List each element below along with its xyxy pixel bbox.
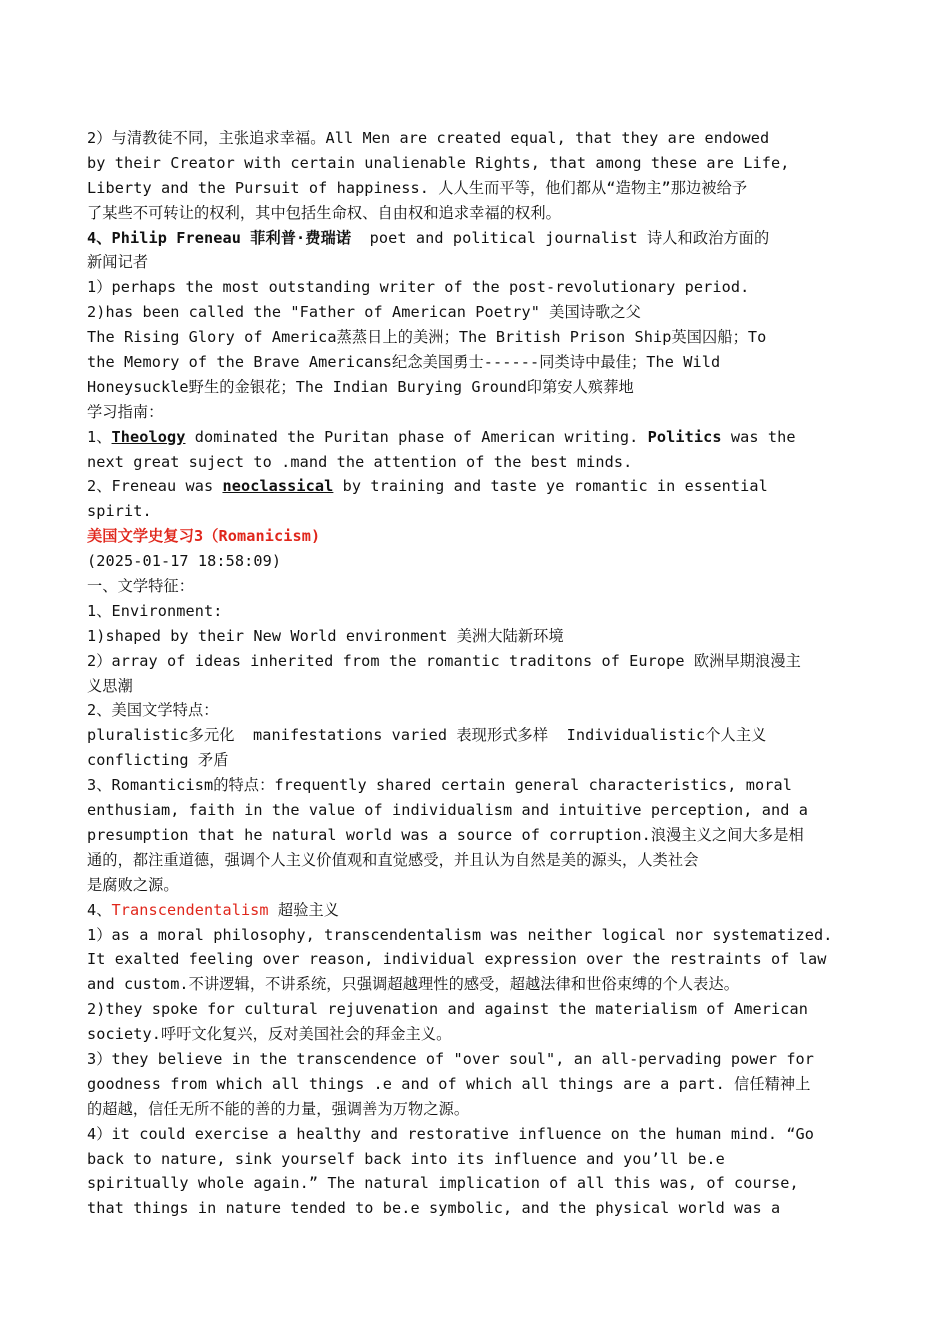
text-line bbox=[87, 574, 877, 599]
text-segment: (2025-01-17 18:58:09) bbox=[87, 552, 282, 571]
text-segment: 4、 bbox=[87, 900, 112, 919]
text-line bbox=[87, 624, 877, 649]
text-line bbox=[87, 1122, 877, 1147]
text-segment: 义思潮 bbox=[87, 676, 133, 695]
text-segment: 3）they believe in the transcendence of "over soul", an all-pervading power for bbox=[87, 1049, 815, 1068]
text-segment: 通的，都注重道德，强调个人主义价值观和直觉感受，并且认为自然是美的源头，人类社会 bbox=[87, 850, 699, 869]
text-line bbox=[87, 1171, 877, 1196]
text-segment: by training and taste ye romantic in essential bbox=[333, 477, 768, 496]
text-segment: was the bbox=[721, 427, 796, 446]
text-line bbox=[87, 1196, 877, 1221]
text-segment: 2)has been called the "Father of American Poetry" 美国诗歌之父 bbox=[87, 303, 641, 322]
text-segment: 2、美国文学特点： bbox=[87, 701, 219, 720]
text-line bbox=[87, 350, 877, 375]
text-line bbox=[87, 474, 877, 499]
text-line bbox=[87, 748, 877, 773]
text-line bbox=[87, 400, 877, 425]
text-line bbox=[87, 798, 877, 823]
text-line bbox=[87, 1022, 877, 1047]
text-line bbox=[87, 1147, 877, 1172]
text-segment: 1）as a moral philosophy, transcendentalism was neither logical nor systematized. bbox=[87, 925, 833, 944]
text-segment: 1、 bbox=[87, 427, 112, 446]
text-line bbox=[87, 1072, 877, 1097]
text-segment: Honeysuckle野生的金银花；The Indian Burying Ground印第安人殡葬地 bbox=[87, 377, 634, 396]
text-segment: and custom.不讲逻辑，不讲系统，只强调超越理性的感受，超越法律和世俗束缚的个人表达。 bbox=[87, 975, 740, 994]
text-segment: It exalted feeling over reason, individual expression over the restraints of law bbox=[87, 950, 827, 969]
text-line bbox=[87, 250, 877, 275]
text-line bbox=[87, 823, 877, 848]
text-segment: Liberty and the Pursuit of happiness. 人人生而平等，他们都从“造物主”那边被给予 bbox=[87, 178, 748, 197]
text-segment: that things in nature tended to be.e symbolic, and the physical world was a bbox=[87, 1199, 781, 1218]
text-line bbox=[87, 898, 877, 923]
text-segment: 是腐败之源。 bbox=[87, 875, 179, 894]
text-line bbox=[87, 674, 877, 699]
text-line bbox=[87, 1047, 877, 1072]
text-line bbox=[87, 649, 877, 674]
text-segment: conflicting 矛盾 bbox=[87, 751, 229, 770]
text-segment: goodness from which all things .e and of which all things are a part. 信任精神上 bbox=[87, 1074, 811, 1093]
text-line bbox=[87, 549, 877, 574]
text-line bbox=[87, 425, 877, 450]
text-segment: pluralistic多元化 manifestations varied 表现形式多样 Individualistic个人主义 bbox=[87, 726, 767, 745]
text-segment: 2）array of ideas inherited from the romantic traditons of Europe 欧洲早期浪漫主 bbox=[87, 651, 801, 670]
text-segment: neoclassical bbox=[222, 477, 334, 496]
text-segment: 美国文学史复习3（Romanicism) bbox=[87, 527, 321, 546]
text-line bbox=[87, 126, 877, 151]
text-line bbox=[87, 997, 877, 1022]
text-segment: Theology bbox=[111, 427, 186, 446]
text-line bbox=[87, 450, 877, 475]
text-line bbox=[87, 300, 877, 325]
text-line bbox=[87, 947, 877, 972]
text-line bbox=[87, 698, 877, 723]
text-segment: 的超越，信任无所不能的善的力量，强调善为万物之源。 bbox=[87, 1099, 470, 1118]
text-line bbox=[87, 201, 877, 226]
text-segment: society.呼吁文化复兴，反对美国社会的拜金主义。 bbox=[87, 1025, 452, 1044]
text-segment: 超验主义 bbox=[268, 900, 340, 919]
text-segment: 4、Philip Freneau 菲利普·费瑞诺 bbox=[87, 228, 352, 247]
document-body bbox=[87, 126, 877, 1221]
text-segment: next great suject to .mand the attention of the best minds. bbox=[87, 452, 633, 471]
text-segment: The Rising Glory of America蒸蒸日上的美洲；The British Prison Ship英国囚船；To bbox=[87, 328, 767, 347]
text-segment: by their Creator with certain unalienable Rights, that among these are Life, bbox=[87, 153, 790, 172]
text-segment: back to nature, sink yourself back into its influence and you’ll be.e bbox=[87, 1149, 725, 1168]
text-segment: poet and political journalist 诗人和政治方面的 bbox=[351, 228, 770, 247]
text-segment: 1)shaped by their New World environment 美洲大陆新环境 bbox=[87, 626, 564, 645]
text-line bbox=[87, 151, 877, 176]
text-line bbox=[87, 226, 877, 251]
text-line bbox=[87, 275, 877, 300]
text-line bbox=[87, 1097, 877, 1122]
text-line bbox=[87, 723, 877, 748]
text-segment: 2)they spoke for cultural rejuvenation and against the materialism of American bbox=[87, 1000, 809, 1019]
text-segment: the Memory of the Brave Americans纪念美国勇士------同类诗中最佳；The Wild bbox=[87, 353, 721, 372]
text-segment: 1、Environment: bbox=[87, 601, 223, 620]
text-segment: spiritually whole again.” The natural implication of all this was, of course, bbox=[87, 1174, 799, 1193]
text-line bbox=[87, 176, 877, 201]
text-segment: Transcendentalism bbox=[111, 900, 269, 919]
text-line bbox=[87, 325, 877, 350]
text-line bbox=[87, 524, 877, 549]
text-segment: Politics bbox=[647, 427, 722, 446]
text-segment: 一、文学特征： bbox=[87, 577, 195, 596]
text-segment: spirit. bbox=[87, 502, 152, 521]
text-segment: 3、Romanticism的特点：frequently shared certain general characteristics, moral bbox=[87, 776, 793, 795]
text-segment: 4）it could exercise a healthy and restorative influence on the human mind. “Go bbox=[87, 1124, 815, 1143]
text-line bbox=[87, 873, 877, 898]
text-line bbox=[87, 848, 877, 873]
text-line bbox=[87, 599, 877, 624]
text-segment: 2）与清教徒不同，主张追求幸福。All Men are created equal, that they are endowed bbox=[87, 129, 770, 147]
text-segment: dominated the Puritan phase of American writing. bbox=[185, 427, 648, 446]
text-segment: presumption that he natural world was a source of corruption.浪漫主义之间大多是相 bbox=[87, 825, 804, 844]
text-segment: enthusiam, faith in the value of individualism and intuitive perception, and a bbox=[87, 801, 809, 820]
text-line bbox=[87, 923, 877, 948]
text-line bbox=[87, 375, 877, 400]
text-segment: 学习指南： bbox=[87, 402, 164, 421]
text-segment: 了某些不可转让的权利，其中包括生命权、自由权和追求幸福的权利。 bbox=[87, 203, 561, 222]
text-line bbox=[87, 972, 877, 997]
text-line bbox=[87, 773, 877, 798]
text-segment: 2、Freneau was bbox=[87, 477, 223, 496]
text-segment: 1）perhaps the most outstanding writer of the post-revolutionary period. bbox=[87, 278, 750, 297]
text-line bbox=[87, 499, 877, 524]
text-segment: 新闻记者 bbox=[87, 253, 149, 272]
